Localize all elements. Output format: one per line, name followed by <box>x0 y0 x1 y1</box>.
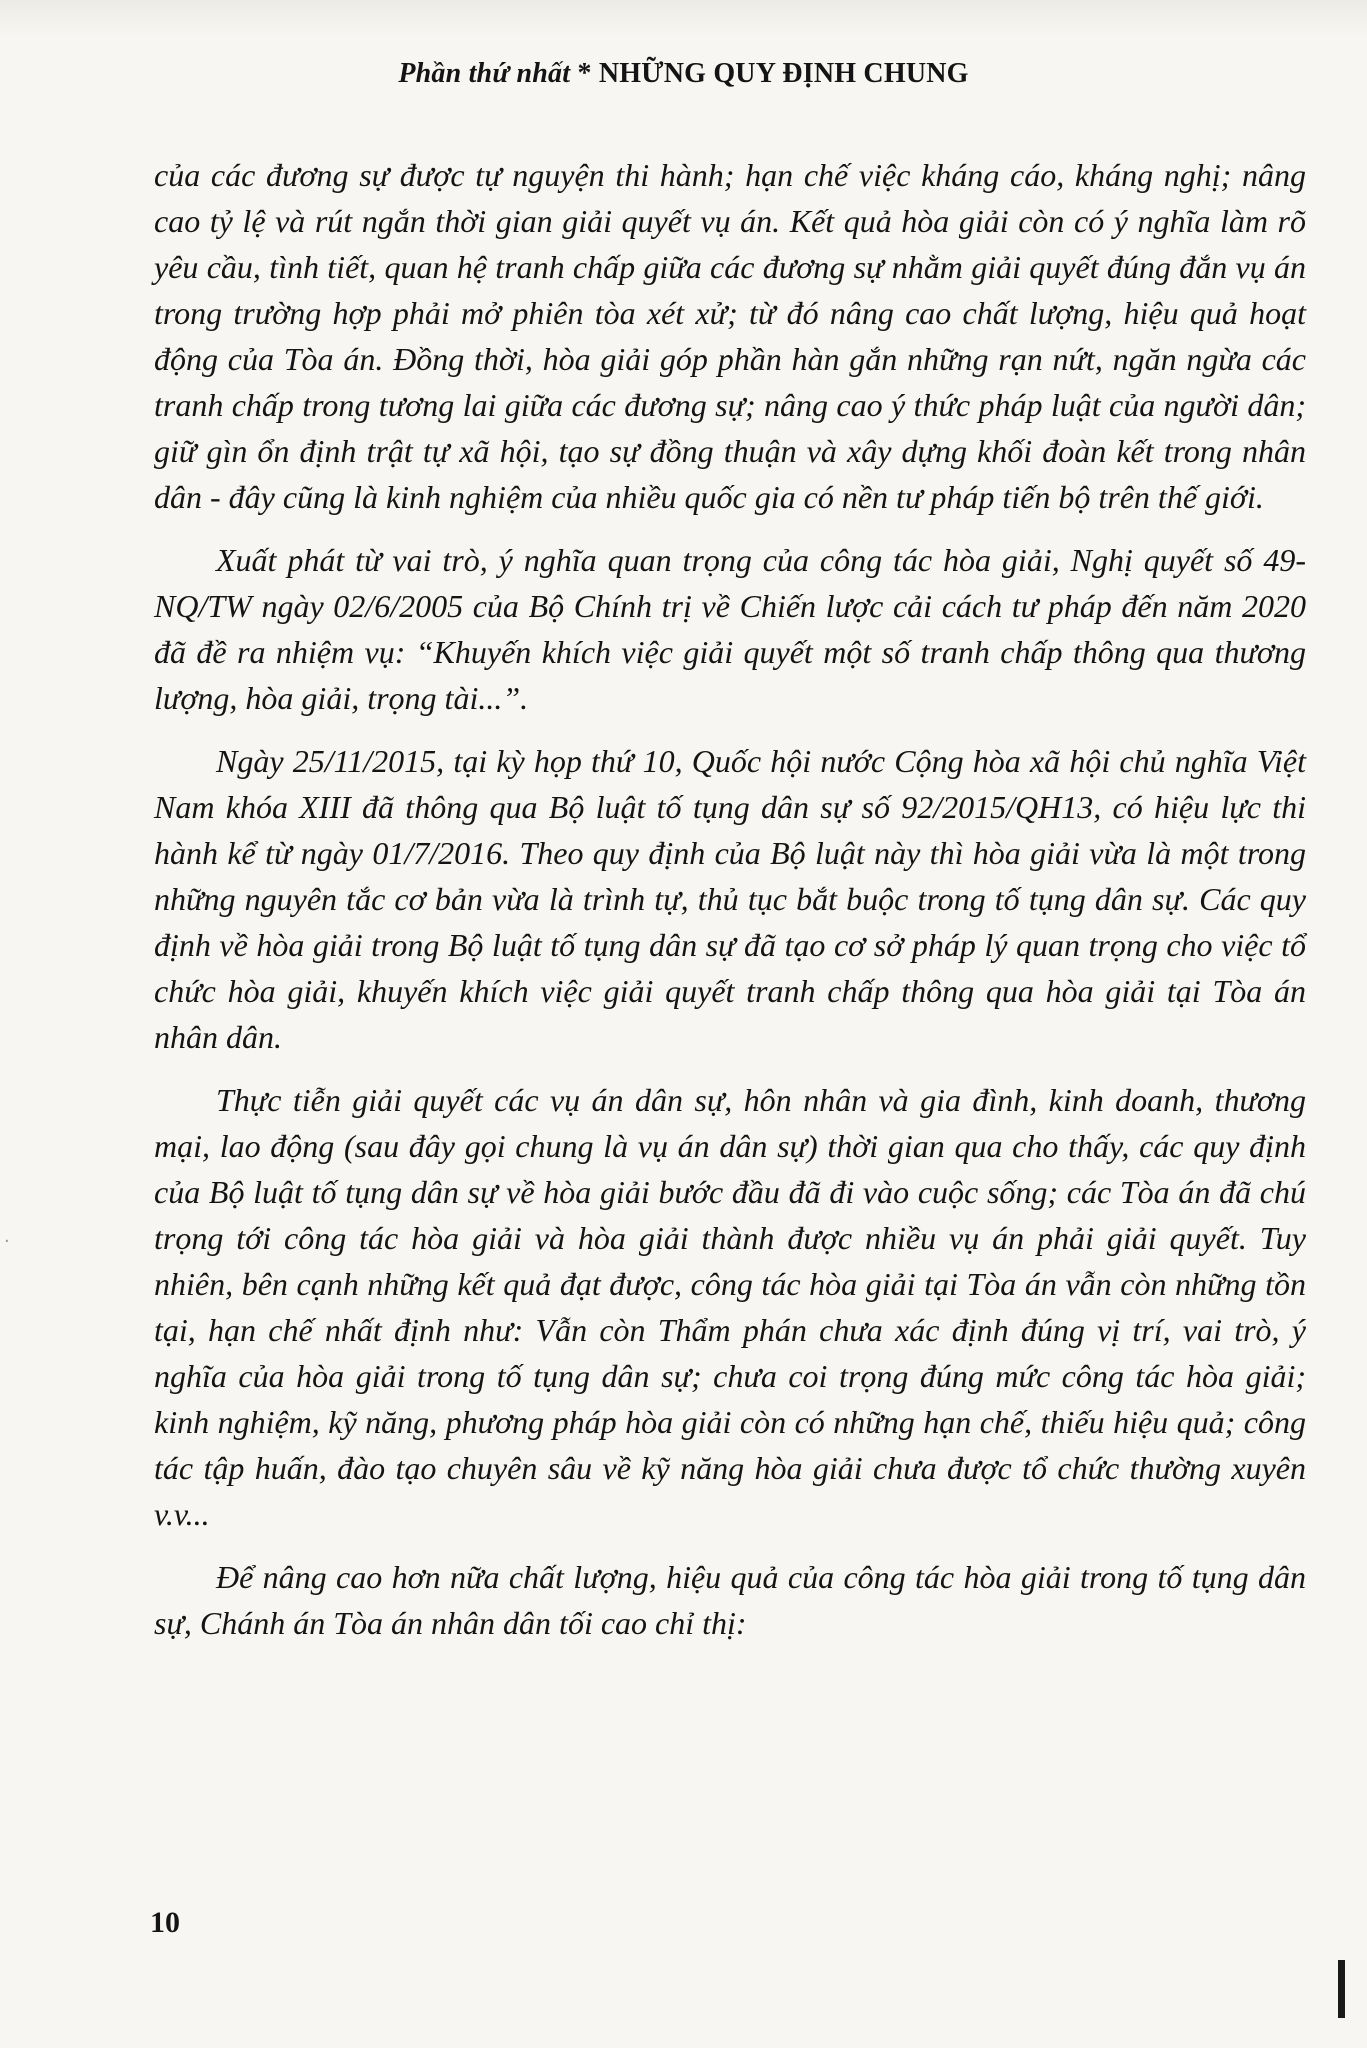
bottom-edge-mark <box>1338 1960 1345 2018</box>
paragraph-1: của các đương sự được tự nguyện thi hành; hạn chế việc kháng cáo, kháng nghị; nâng cao tỷ lệ và rút ngắn thời gian giải quyết vụ án. Kết quả hòa giải còn có ý nghĩa làm rõ yêu cầu, tình tiết, quan hệ tranh chấp giữa các đương sự nhằm giải quyết đúng đắn vụ án trong trường hợp phải mở phiên tòa xét xử; từ đó nâng cao chất lượng, hiệu quả hoạt động của Tòa án. Đồng thời, hòa giải góp phần hàn gắn những rạn nứt, ngăn ngừa các tranh chấp trong tương lai giữa các đương sự; nâng cao ý thức pháp luật của người dân; giữ gìn ổn định trật tự xã hội, tạo sự đồng thuận và xây dựng khối đoàn kết trong nhân dân - đây cũng là kinh nghiệm của nhiều quốc gia có nền tư pháp tiến bộ trên thế giới. <box>154 157 1306 515</box>
running-header <box>0 58 1367 90</box>
page-number: 10 <box>150 1906 180 1939</box>
body-text <box>154 152 1306 1663</box>
page-edge-shadow <box>0 0 1367 36</box>
paragraph-5: Để nâng cao hơn nữa chất lượng, hiệu quả của công tác hòa giải trong tố tụng dân sự, Chánh án Tòa án nhân dân tối cao chỉ thị: <box>154 1559 1306 1641</box>
section-title: NHỮNG QUY ĐỊNH CHUNG <box>598 58 969 89</box>
header-separator: * <box>577 58 592 89</box>
paper-speck-mark: · <box>4 1231 10 1252</box>
paragraph-3: Ngày 25/11/2015, tại kỳ họp thứ 10, Quốc hội nước Cộng hòa xã hội chủ nghĩa Việt Nam khóa XIII đã thông qua Bộ luật tố tụng dân sự số 92/2015/QH13, có hiệu lực thi hành kể từ ngày 01/7/2016. Theo quy định của Bộ luật này thì hòa giải vừa là một trong những nguyên tắc cơ bản vừa là trình tự, thủ tục bắt buộc trong tố tụng dân sự. Các quy định về hòa giải trong Bộ luật tố tụng dân sự đã tạo cơ sở pháp lý quan trọng cho việc tổ chức hòa giải, khuyến khích việc giải quyết tranh chấp thông qua hòa giải tại Tòa án nhân dân. <box>154 743 1306 1055</box>
paragraph-4: Thực tiễn giải quyết các vụ án dân sự, hôn nhân và gia đình, kinh doanh, thương mại, lao động (sau đây gọi chung là vụ án dân sự) thời gian qua cho thấy, các quy định của Bộ luật tố tụng dân sự về hòa giải bước đầu đã đi vào cuộc sống; các Tòa án đã chú trọng tới công tác hòa giải và hòa giải thành được nhiều vụ án phải giải quyết. Tuy nhiên, bên cạnh những kết quả đạt được, công tác hòa giải tại Tòa án vẫn còn những tồn tại, hạn chế nhất định như: Vẫn còn Thẩm phán chưa xác định đúng vị trí, vai trò, ý nghĩa của hòa giải trong tố tụng dân sự; chưa coi trọng đúng mức công tác hòa giải; kinh nghiệm, kỹ năng, phương pháp hòa giải còn có những hạn chế, thiếu hiệu quả; công tác tập huấn, đào tạo chuyên sâu về kỹ năng hòa giải chưa được tổ chức thường xuyên v.v... <box>154 1082 1306 1532</box>
part-label: Phần thứ nhất <box>398 58 571 89</box>
paragraph-2: Xuất phát từ vai trò, ý nghĩa quan trọng của công tác hòa giải, Nghị quyết số 49-NQ/TW ngày 02/6/2005 của Bộ Chính trị về Chiến lược cải cách tư pháp đến năm 2020 đã đề ra nhiệm vụ: “Khuyến khích việc giải quyết một số tranh chấp thông qua thương lượng, hòa giải, trọng tài...”. <box>154 542 1306 716</box>
